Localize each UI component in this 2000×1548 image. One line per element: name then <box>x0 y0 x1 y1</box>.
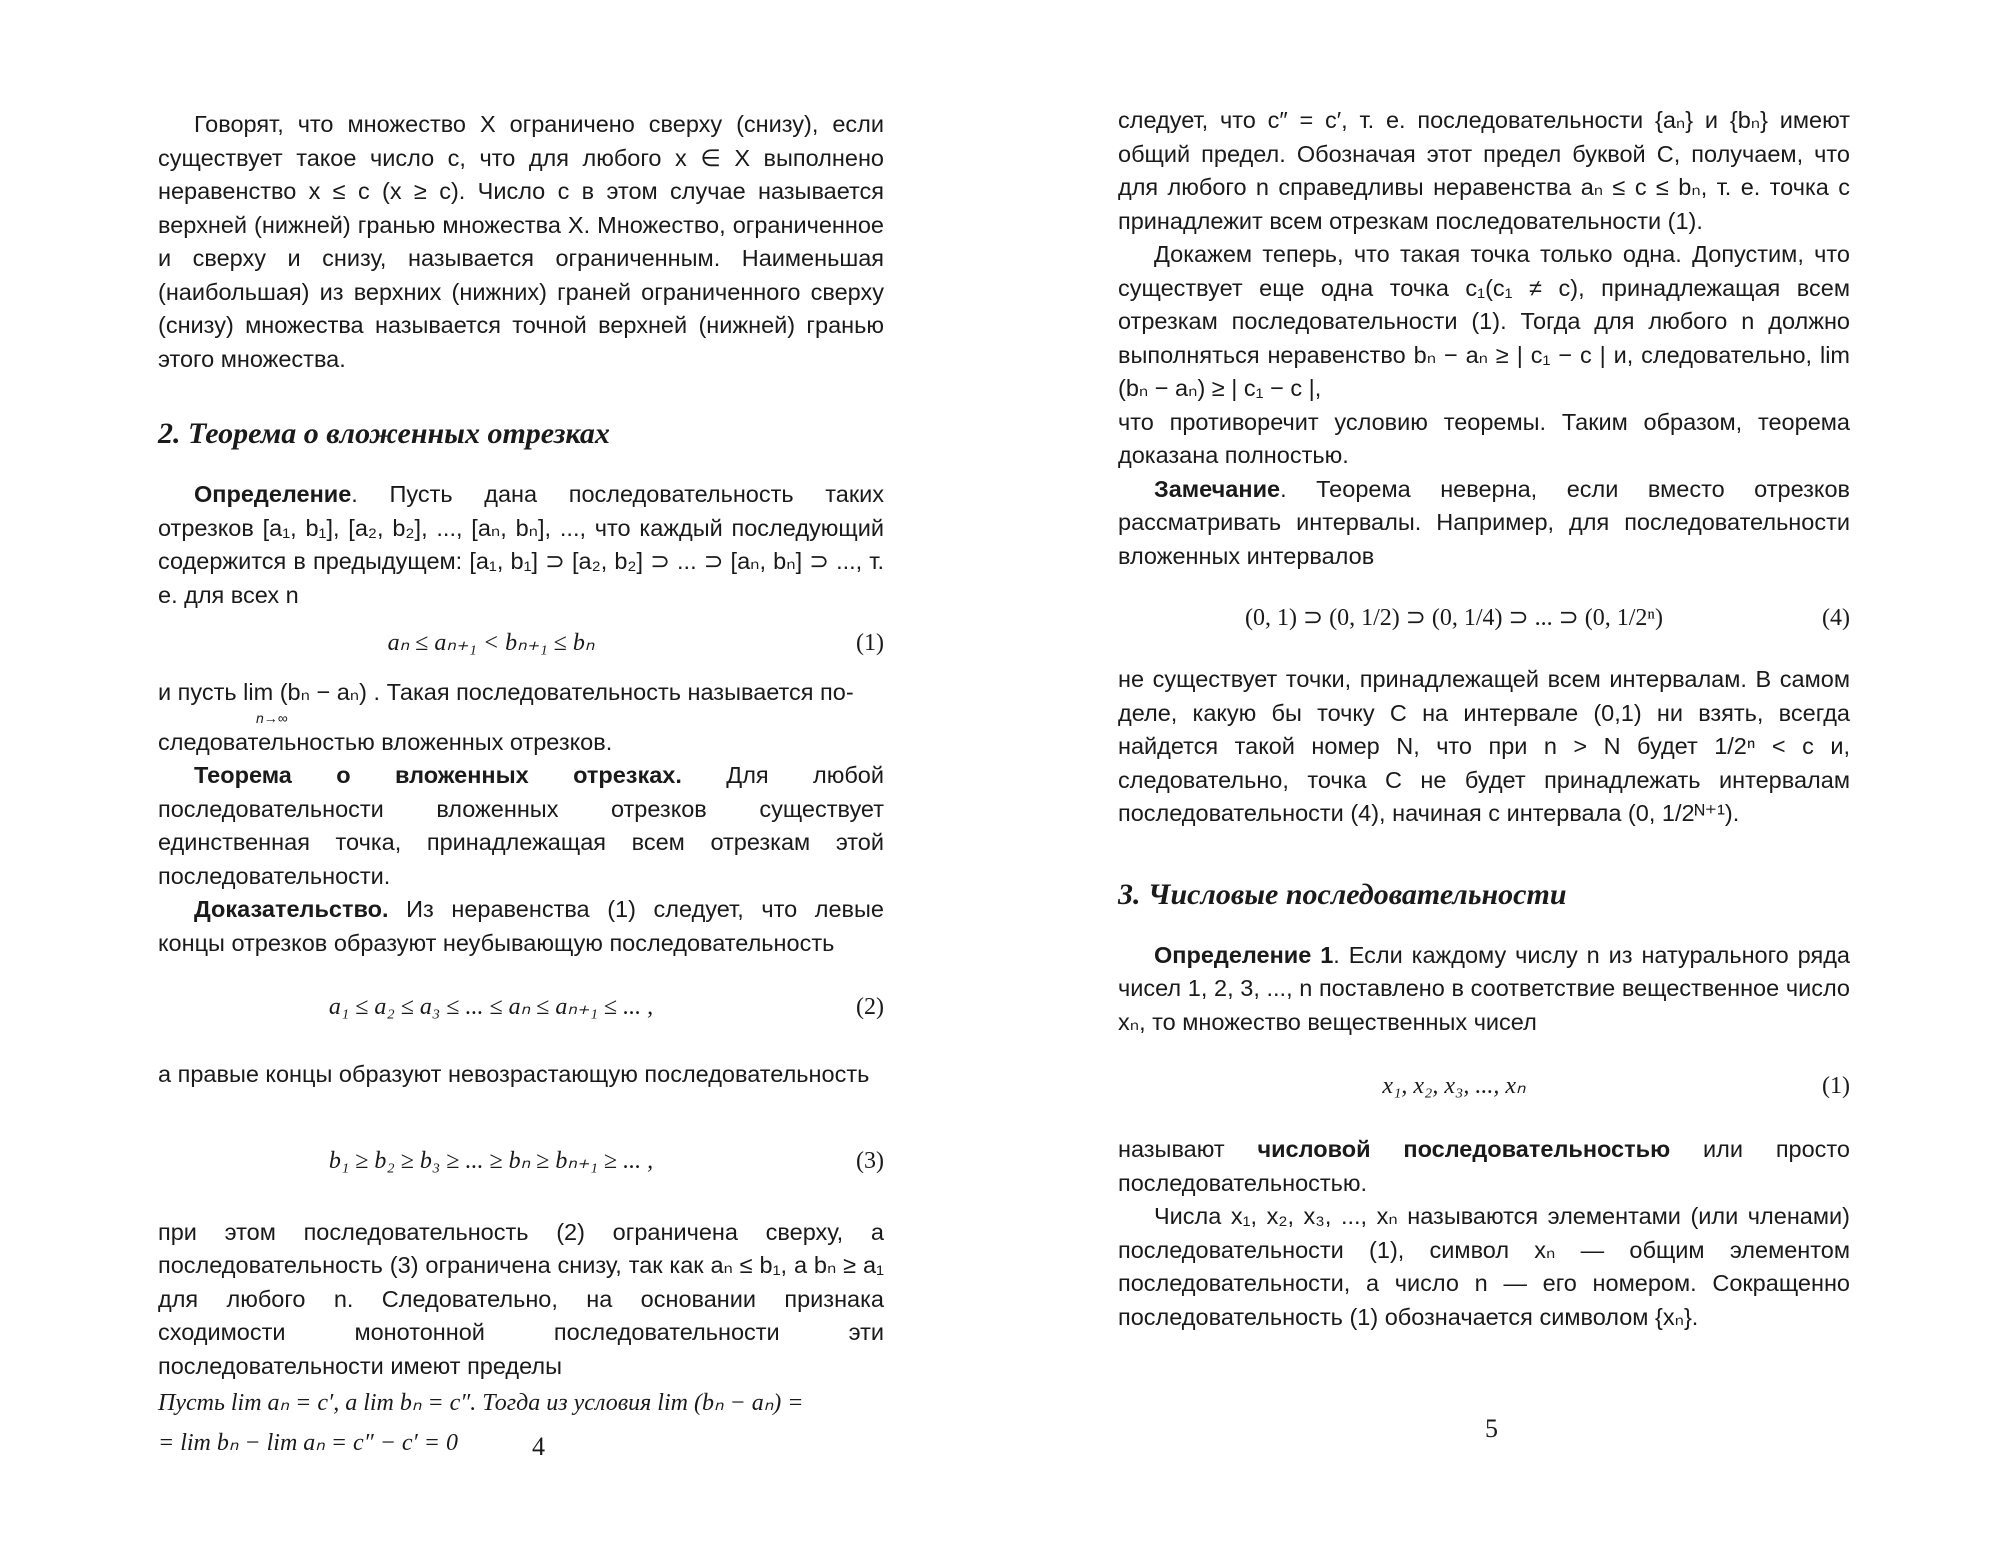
definition-label: Определение <box>194 481 352 507</box>
bounded-sequences-paragraph: при этом последовательность (2) ограничена сверху, а последовательность (3) ограничена снизу, так как aₙ ≤ b₁, а bₙ ≥ a₁ для любого n. Следовательно, на основании признака сходимости монотонной последовательности эти последовательности имеют пределы <box>158 1218 884 1379</box>
remark-text: . Теорема неверна, если вместо отрезков рассматривать интервалы. Например, для последовательности вложенных интервалов <box>1118 475 1850 569</box>
let-paragraph-continued: следовательностью вложенных отрезков. <box>158 728 613 755</box>
definition-text: . Пусть дана последовательность таких отрезков [a₁, b₁], [a₂, b₂], ..., [aₙ, bₙ], ..., что каждый последующий содержится в предыдущем: [a₁, b₁] ⊃ [a₂, b₂] ⊃ ... ⊃ [aₙ, bₙ] ⊃ ..., т. е. для всех n <box>158 481 884 608</box>
remark-paragraph <box>1118 473 1850 574</box>
equation-2-formula: a₁ ≤ a₂ ≤ a₃ ≤ ... ≤ aₙ ≤ aₙ₊₁ ≤ ... , <box>328 994 654 1020</box>
paragraph-elements: Числа x₁, x₂, x₃, ..., xₙ называются элементами (или членами) последовательности (1), символ xₙ — общим элементом последовательности, а число n — его номером. Сокращенно последовательность (1) обозначается символом {xₙ}. <box>1118 1203 1850 1330</box>
paragraph-contradiction: что противоречит условию теоремы. Таким образом, теорема доказана полностью. <box>1118 408 1850 468</box>
equation-sequence-number: (1) <box>1822 1073 1850 1099</box>
right-page <box>1000 0 2000 1548</box>
theorem-text: Для любой последовательности вложенных отрезков существует единственная точка, принадлежащая всем отрезкам этой последовательности. <box>158 762 884 889</box>
page-number-left: 4 <box>532 1432 545 1461</box>
equation-4-number: (4) <box>1822 605 1850 631</box>
right-text-column <box>1118 104 1850 1334</box>
section-heading-nested-intervals: 2. Теорема о вложенных отрезках <box>158 417 610 450</box>
left-text-column <box>158 108 884 1463</box>
paragraph-called <box>1118 1133 1850 1200</box>
limits-line-2: = lim bₙ − lim aₙ = c″ − c′ = 0 <box>158 1430 458 1456</box>
definition-1-paragraph <box>1118 939 1850 1040</box>
proof-label: Доказательство. <box>194 896 389 922</box>
definition-paragraph <box>158 478 884 612</box>
equation-4-formula: (0, 1) ⊃ (0, 1/2) ⊃ (0, 1/4) ⊃ ... ⊃ (0, 1/2ⁿ) <box>1245 605 1663 631</box>
section-heading-numeric-sequences: 3. Числовые последовательности <box>1118 877 1567 911</box>
let-limit-subscript: n→∞ <box>256 709 288 726</box>
proof-paragraph <box>158 893 884 960</box>
equation-3-formula: b₁ ≥ b₂ ≥ b₃ ≥ ... ≥ bₙ ≥ bₙ₊₁ ≥ ... , <box>328 1147 654 1174</box>
equation-1-number: (1) <box>856 630 884 656</box>
paragraph-uniqueness: Докажем теперь, что такая точка только одна. Допустим, что существует еще одна точка c₁(c₁ ≠ c), принадлежащая всем отрезкам последовательности (1). Тогда для любого n должно выполняться неравенство bₙ − aₙ ≥ | c₁ − c | и, следовательно, lim (bₙ − aₙ) ≥ | c₁ − c |, <box>1118 241 1850 401</box>
definition-1-text: . Если каждому числу n из натурального ряда чисел 1, 2, 3, ..., n поставлено в соответствие вещественное число xₙ, то множество вещественных чисел <box>1118 941 1850 1035</box>
equation-sequence-formula: x₁, x₂, x₃, ..., xₙ <box>1382 1073 1526 1099</box>
called-text-c: или просто последовательностью. <box>1118 1136 1850 1196</box>
equation-4 <box>1118 597 1850 639</box>
let-paragraph: и пусть lim (bₙ − aₙ) . Такая последовательность называется по- <box>158 679 854 705</box>
equation-sequence <box>1118 1065 1850 1107</box>
theorem-paragraph <box>158 759 884 893</box>
called-term: числовой последовательностью <box>1257 1136 1671 1162</box>
page-number-right: 5 <box>1485 1414 1498 1443</box>
equation-2 <box>158 986 884 1028</box>
paragraph-bounded-set: Говорят, что множество X ограничено сверху (снизу), если существует такое число c, что для любого x ∈ X выполнено неравенство x ≤ c (x ≥ c). Число c в этом случае называется верхней (нижней) гранью множества X. Множество, ограниченное и сверху и снизу, называется ограниченным. Наименьшая (наибольшая) из верхних (нижних) граней ограниченного сверху (снизу) множества называется точной верхней (нижней) гранью этого множества. <box>158 111 884 372</box>
remark-label: Замечание <box>1154 475 1281 502</box>
equation-3 <box>158 1140 884 1182</box>
called-text-a: называют <box>1118 1136 1258 1162</box>
limits-line: Пусть lim aₙ = c′, а lim bₙ = c″. Тогда из условия lim (bₙ − aₙ) = <box>158 1390 804 1416</box>
definition-1-label: Определение 1 <box>1154 941 1334 968</box>
theorem-label: Теорема о вложенных отрезках. <box>194 762 682 788</box>
equation-2-number: (2) <box>856 994 884 1020</box>
proof-text: Из неравенства (1) следует, что левые концы отрезков образуют неубывающую последовательность <box>158 896 884 956</box>
right-ends-paragraph: а правые концы образуют невозрастающую последовательность <box>158 1061 870 1087</box>
equation-3-number: (3) <box>856 1147 884 1174</box>
equation-1 <box>158 622 884 664</box>
paragraph-no-point: не существует точки, принадлежащей всем интервалам. В самом деле, какую бы точку C на интервале (0,1) ни взять, всегда найдется такой номер N, что при n > N будет 1/2ⁿ < c и, следовательно, точка C не будет принадлежать интервалам последовательности (4), начиная с интервала (0, 1/2ᴺ⁺¹). <box>1118 666 1850 826</box>
equation-1-formula: aₙ ≤ aₙ₊₁ < bₙ₊₁ ≤ bₙ <box>387 630 595 656</box>
paragraph-common-limit: следует, что c″ = c′, т. е. последовательности {aₙ} и {bₙ} имеют общий предел. Обозначая этот предел буквой C, получаем, что для любого n справедливы неравенства aₙ ≤ c ≤ bₙ, т. е. точка c принадлежит всем отрезкам последовательности (1). <box>1118 107 1850 234</box>
